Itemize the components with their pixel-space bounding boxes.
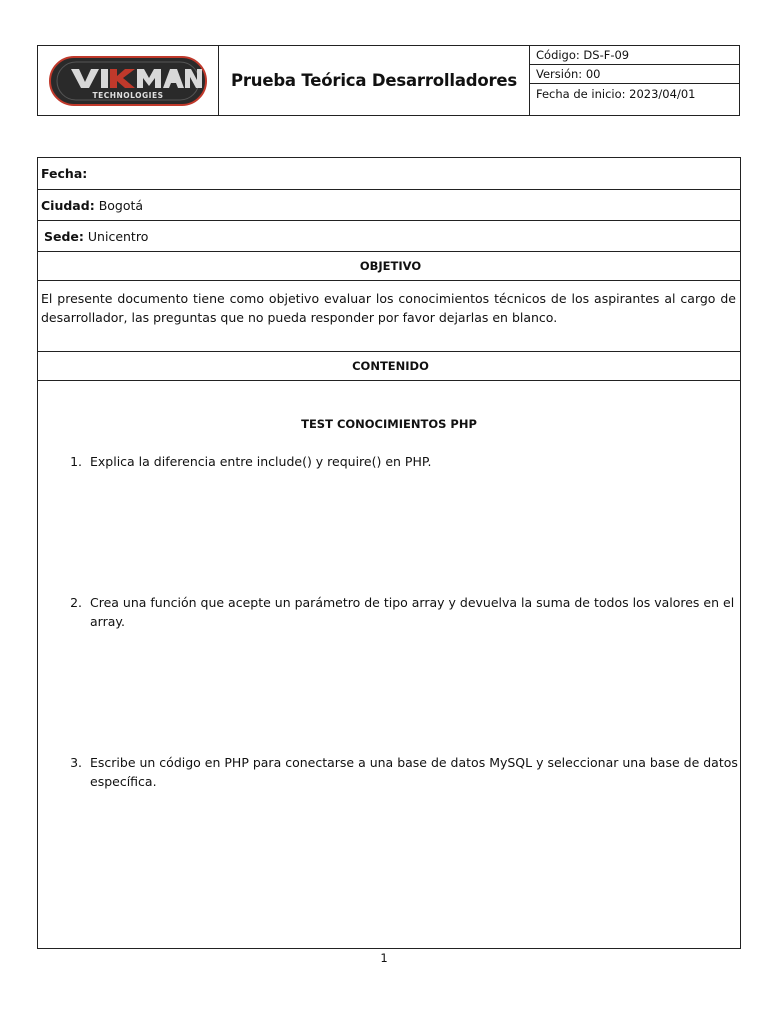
test-form bbox=[37, 157, 741, 949]
question-item bbox=[58, 593, 740, 631]
ciudad-value: Bogotá bbox=[98, 197, 144, 213]
document-code: Código: DS-F-09 bbox=[530, 46, 739, 65]
vikman-logo-icon bbox=[49, 56, 207, 106]
question-number: 2. bbox=[70, 595, 82, 610]
contenido-heading: CONTENIDO bbox=[38, 352, 740, 381]
sede-label: Sede: bbox=[44, 228, 84, 244]
question-text: Crea una función que acepte un parámetro de tipo array y devuelva la suma de todos los valores en el array. bbox=[90, 595, 735, 629]
sede-value: Unicentro bbox=[87, 228, 149, 244]
document-version: Versión: 00 bbox=[530, 65, 739, 84]
fecha-label: Fecha: bbox=[41, 166, 88, 181]
question-number: 3. bbox=[70, 755, 82, 770]
document-title: Prueba Teórica Desarrolladores bbox=[219, 46, 530, 115]
document-header bbox=[37, 45, 740, 116]
objetivo-heading: OBJETIVO bbox=[38, 252, 740, 281]
document-start-date: Fecha de inicio: 2023/04/01 bbox=[536, 86, 696, 101]
sede-row bbox=[38, 221, 740, 252]
question-text: Escribe un código en PHP para conectarse a una base de datos MySQL y seleccionar una base de datos específica. bbox=[90, 755, 738, 789]
company-logo bbox=[38, 46, 219, 115]
ciudad-row bbox=[38, 190, 740, 221]
document-metadata bbox=[530, 46, 739, 115]
objetivo-text: El presente documento tiene como objetivo evaluar los conocimientos técnicos de los aspirantes al cargo de desarrollador, las preguntas que no pueda responder por favor dejarlas en blanco. bbox=[38, 281, 740, 352]
question-text: Explica la diferencia entre include() y require() en PHP. bbox=[90, 454, 432, 469]
question-item bbox=[58, 452, 740, 471]
test-title: TEST CONOCIMIENTOS PHP bbox=[301, 417, 477, 431]
ciudad-label: Ciudad: bbox=[41, 197, 95, 213]
svg-text:TECHNOLOGIES: TECHNOLOGIES bbox=[92, 90, 164, 100]
page-number: 1 bbox=[380, 951, 388, 965]
fecha-row bbox=[38, 158, 740, 190]
question-number: 1. bbox=[70, 454, 82, 469]
question-item bbox=[58, 753, 740, 791]
